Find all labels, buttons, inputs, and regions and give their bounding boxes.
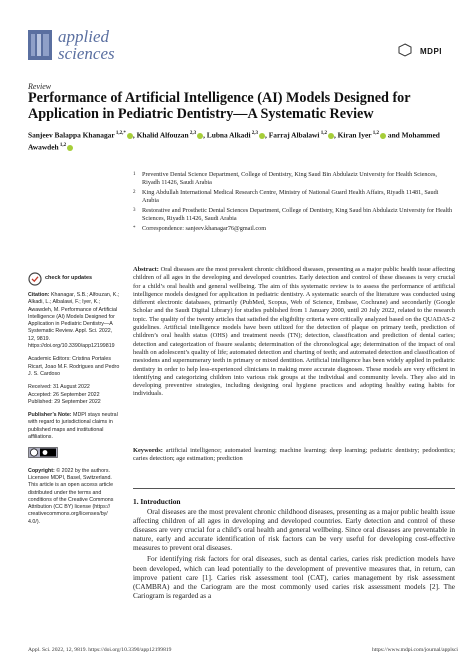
affiliation-text: King Abdullah International Medical Research Centre, Ministry of National Guard Health Affairs, Riyadh 11481, Saudi Arabia [142,188,439,205]
abstract [133,266,455,399]
affiliations [133,171,453,234]
journal-name-line2: sciences [58,44,115,63]
keywords [133,447,455,464]
check-updates-icon [28,272,42,286]
author-affiliation-marker: 2,3 [250,131,259,136]
publisher-name: MDPI [420,47,442,56]
journal-logo-icon [28,26,52,64]
author-affiliation-marker: 1,2 [371,131,380,136]
author-name[interactable]: Lubna Alkadi [206,130,251,140]
introduction-body [133,507,455,602]
article-type: Review [28,82,52,91]
page-footer [28,647,458,653]
affiliation-number: 3 [133,207,136,213]
publisher-note-text: MDPI stays neutral with regard to jurisdictional claims in published maps and institutional affiliations. [28,412,118,441]
article-title: Performance of Artificial Intelligence (AI) Models Designed for Application in Pediatric Dentistry—A Systematic Review [28,90,411,122]
affiliation-item [133,171,453,187]
abstract-text: Oral diseases are the most prevalent chronic childhood diseases, presenting as a major public health issue affecting children of all ages in the developing and developed countries. Early detection and control of these diseases is very crucial for a child’s oral health and general wellbeing. The aim of this systematic review is to assess the performance of artificial intelligence models designed for application in pediatric dentistry. A systematic search of the literature was conducted using different electronic databases, primarily (PubMed, Scopus, Web of Science, Embase, Cochrane) and secondarily (Google Scholar and the Saudi Digital Library) for studies published from 1 January 2000, until 20 July 2022, related to the research topic. The quality of the twenty articles that satisfied the eligibility criteria were critically analyzed based on the QUADAS-2 guidelines. Artificial intelligence models have been utilized for the detection of plaque on primary teeth, prediction of children’s oral health status (OHS) and treatment needs (TN); detection, classification and prediction of dental caries; detection and categorization of fissure sealants; determination of the chronological age; determination of the impact of oral health on adolescent’s quality of life; automated detection and charting of teeth; and automated detection and classification of mesiodens and supernumerary teeth in primary or mixed dentition. Artificial intelligence has been widely applied in pediatric dentistry in order to help less-experienced clinicians in making more accurate diagnoses. These models are very efficient in identifying and categorizing children into various risk groups at the individual and community levels. They also aid in developing preventive strategies, including designing oral hygiene practices and adopting healthy eating habits for individuals. [133,266,455,398]
check-for-updates-badge[interactable] [28,272,120,286]
author-separator: and [386,130,402,140]
journal-name [58,28,115,62]
affiliation-text: Preventive Dental Science Department, College of Dentistry, King Saud Bin Abdulaziz University for Health Sciences, Riyadh 11426, Saudi Arabia [142,171,437,187]
check-updates-label: check for updates [45,275,93,282]
author-affiliation-marker: 2,3 [188,131,197,136]
keywords-label: Keywords: [133,447,163,454]
affiliation-item [133,207,453,223]
orcid-icon[interactable] [67,145,73,151]
cc-license-badge [28,447,120,461]
affiliation-text: Correspondence: sanjeev.khanagar76@gmail.com [142,224,267,232]
copyright-text: © 2022 by the authors. Licensee MDPI, Basel, Switzerland. This article is an open access article distributed under the terms and conditions of the Creative Commons Attribution (CC BY) license (https:// creativecommons.org/licenses/by/ 4.0/). [28,467,114,525]
author-affiliation-marker: 1,2 [319,131,327,136]
intro-paragraph-1: Oral diseases are the most prevalent chronic childhood diseases, presenting as a major public health issue affecting children of all ages in developing and developed countries. Early detection and control of these diseases are very crucial for a child’s oral health and general wellbeing. Since oral diseases are preventable in nature, early and accurate identification of risk factors can be very useful for developing cost-effective measures to prevent oral diseases. [133,507,455,553]
author-separator: , [333,130,338,140]
copyright-label: Copyright: [28,467,55,474]
abstract-label: Abstract: [133,266,159,273]
accepted-date: Accepted: 26 September 2022 [28,391,100,398]
published-date: Published: 29 September 2022 [28,398,101,405]
publisher-note-label: Publisher’s Note: [28,412,72,419]
affiliation-number: * [133,225,136,231]
citation-label: Citation: [28,292,50,298]
author-name[interactable]: Sanjeev Balappa Khanagar [28,130,115,140]
footer-journal-link[interactable]: https://www.mdpi.com/journal/applsci [371,647,458,653]
dates-block [28,384,120,406]
affiliation-item [133,225,453,233]
author-separator: , [132,130,137,140]
author-list [28,128,458,153]
affiliation-number: 1 [133,172,136,177]
sidebar [28,272,120,532]
mdpi-logo-icon [398,43,412,57]
citation-text: Khanagar, S.B.; Alfouzan, K.; Alkadi, L.; Albalawi, F.; Iyer, K.; Awawdeh, M. Performance of Artificial Intelligence (AI) Models Designed for Application in Pediatric Dentistry—A Systematic Review. Appl. Sci. 2022, 12, 9819. https://doi.org/10.3390/app12199819 [28,292,120,350]
section-divider [133,488,455,489]
author-name[interactable]: Kiran Iyer [337,130,372,140]
footer-citation[interactable]: Appl. Sci. 2022, 12, 9819. https://doi.org/10.3390/app12199819 [28,647,172,653]
received-date: Received: 31 August 2022 [28,384,90,391]
author-affiliation-marker: 1,2 [58,143,67,149]
author-affiliation-marker: 1,2,* [114,131,126,136]
cc-by-icon [28,447,58,458]
journal-name-line1: applied [58,27,109,46]
author-name[interactable]: Khalid Alfouzan [136,130,189,140]
editors-block: Academic Editors: Cristina Portales Ricart, Joao M.F. Rodrigues and Pedro J. S. Cardoso [28,356,120,377]
citation-block [28,292,120,350]
copyright-block [28,468,120,526]
section-heading: 1. Introduction [133,497,181,506]
author-separator: , [265,130,269,140]
keywords-text: artificial intelligence; automated learning; machine learning; deep learning; pediatric dentistry; pedodontics; caries detection; age estimation; prediction [133,447,455,463]
author-separator: , [203,130,207,140]
author-name[interactable]: Farraj Albalawi [268,130,320,140]
affiliation-number: 2 [133,189,136,195]
author-name[interactable]: Mohammed Awawdeh [28,130,440,152]
intro-paragraph-2: For identifying risk factors for oral diseases, such as dental caries, caries risk prediction models have been developed, which can lead potentially to the development of preventive measures that, in return, can improve patient care [1]. Caries risk assessment tool (CAT), caries management by risk assessment (CAMBRA) and the Cariogram are the most commonly used caries risk assessment models [2]. The Cariogram is regarded as a [133,554,455,600]
publisher-note-block [28,412,120,441]
affiliation-item [133,189,453,205]
affiliation-text: Restorative and Prosthetic Dental Sciences Department, College of Dentistry, King Saud bin Abdulaziz University for Health Sciences, Riyadh 11426, Saudi Arabia [142,206,453,223]
